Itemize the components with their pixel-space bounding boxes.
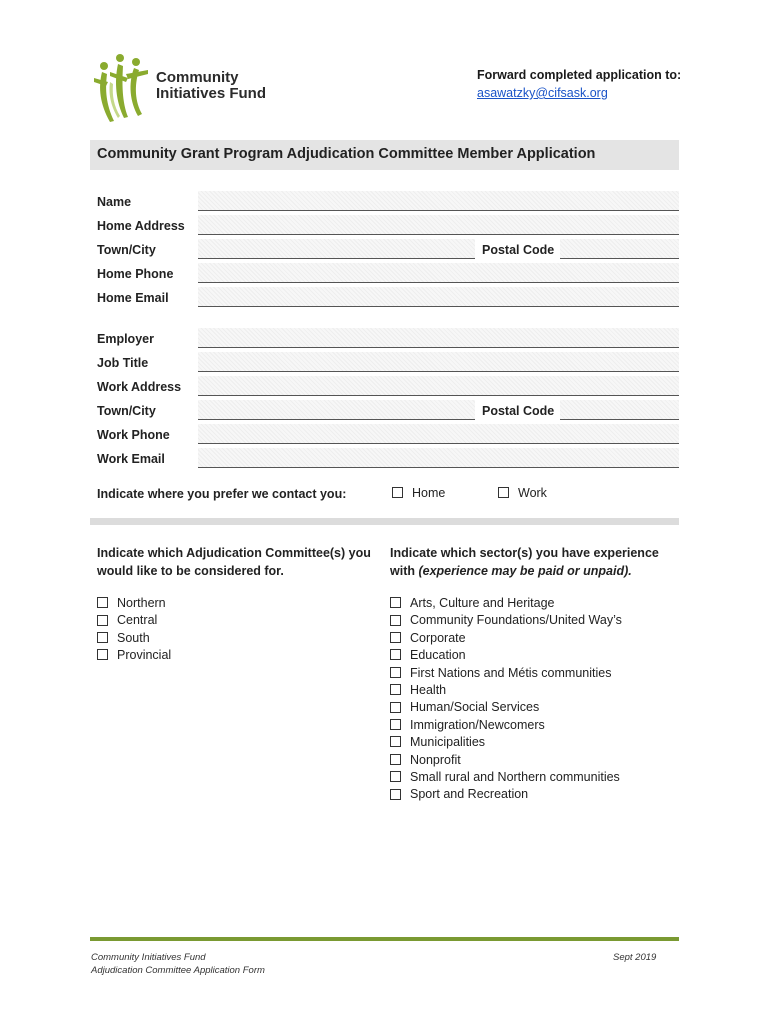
committee-option-label: Northern [117, 596, 166, 610]
home-town-field[interactable] [198, 239, 475, 259]
committee-checkbox[interactable] [97, 615, 108, 626]
sector-checkbox[interactable] [390, 597, 401, 608]
sector-heading-line-1: Indicate which sector(s) you have experience [390, 546, 659, 560]
committee-checkbox[interactable] [97, 597, 108, 608]
sector-option-label: Municipalities [410, 735, 486, 750]
footer-org: Community Initiatives Fund [91, 952, 206, 963]
sector-option[interactable] [390, 682, 622, 699]
sector-option[interactable] [390, 665, 622, 682]
committee-option-label: Provincial [117, 648, 172, 663]
committee-checkbox[interactable] [97, 649, 108, 660]
sector-checkbox[interactable] [390, 615, 401, 626]
contact-prompt: Indicate where you prefer we contact you: [97, 487, 347, 501]
sector-option-label: Human/Social Services [410, 700, 540, 715]
sector-option[interactable] [390, 699, 622, 716]
sector-option[interactable] [390, 786, 622, 803]
work-phone-field[interactable] [198, 424, 679, 444]
logo-figures-icon [92, 52, 154, 124]
title-bar [90, 140, 679, 170]
contact-home-checkbox[interactable] [392, 487, 403, 498]
sector-option-label: Nonprofit [410, 752, 461, 767]
job-title-field[interactable] [198, 352, 679, 372]
work-postal-label: Postal Code [482, 404, 555, 418]
sector-heading-prefix: with [390, 564, 419, 578]
name-label: Name [97, 195, 132, 209]
work-postal-field[interactable] [560, 400, 679, 420]
sector-checkbox[interactable] [390, 702, 401, 713]
sector-option-label: Community Foundations/United Way’s [410, 613, 622, 628]
sector-option-label: Arts, Culture and Heritage [410, 596, 555, 610]
sector-heading-line-2 [390, 562, 659, 580]
footer-date: Sept 2019 [613, 952, 657, 963]
contact-work-label: Work [518, 486, 547, 500]
footer-form-name: Adjudication Committee Application Form [91, 965, 265, 976]
committee-heading-line-2: would like to be considered for. [97, 564, 284, 578]
home-postal-label: Postal Code [482, 243, 555, 257]
sector-options [390, 595, 622, 804]
work-town-label: Town/City [97, 404, 156, 418]
sector-option-label: Small rural and Northern communities [410, 770, 620, 785]
home-address-field[interactable] [198, 215, 679, 235]
work-address-field[interactable] [198, 376, 679, 396]
sector-option-label: Immigration/Newcomers [410, 717, 545, 732]
job-title-label: Job Title [97, 356, 149, 370]
sector-checkbox[interactable] [390, 754, 401, 765]
home-phone-field[interactable] [198, 263, 679, 283]
home-town-label: Town/City [97, 243, 156, 257]
sector-option-label: Health [410, 683, 447, 698]
work-address-label: Work Address [97, 380, 182, 394]
sector-option[interactable] [390, 752, 622, 769]
sector-option-label: First Nations and Métis communities [410, 665, 612, 680]
contact-home-option[interactable] [392, 485, 445, 502]
sector-checkbox[interactable] [390, 771, 401, 782]
work-town-field[interactable] [198, 400, 475, 420]
sector-checkbox[interactable] [390, 719, 401, 730]
page-title: Community Grant Program Adjudication Committee Member Application [97, 146, 596, 162]
logo-line-2: Initiatives Fund [156, 85, 267, 102]
footer-left [91, 951, 265, 977]
sector-option-label: Sport and Recreation [410, 787, 529, 802]
sector-option-label: Corporate [410, 630, 466, 645]
forward-label: Forward completed application to: [477, 68, 682, 82]
sector-option[interactable] [390, 717, 622, 734]
committee-checkbox[interactable] [97, 632, 108, 643]
work-email-field[interactable] [198, 448, 679, 468]
contact-home-label: Home [412, 486, 446, 500]
work-email-label: Work Email [97, 452, 165, 466]
committee-option-label: South [117, 630, 150, 645]
employer-field[interactable] [198, 328, 679, 348]
sector-checkbox[interactable] [390, 667, 401, 678]
committee-option[interactable] [97, 647, 171, 664]
logo-line-1: Community [156, 69, 239, 86]
sector-option[interactable] [390, 630, 622, 647]
committee-option[interactable] [97, 612, 171, 629]
sector-checkbox[interactable] [390, 632, 401, 643]
contact-work-checkbox[interactable] [498, 487, 509, 498]
sector-option[interactable] [390, 647, 622, 664]
sector-checkbox[interactable] [390, 649, 401, 660]
sector-option[interactable] [390, 612, 622, 629]
committee-options [97, 595, 171, 665]
sector-option-label: Education [410, 648, 466, 663]
home-email-label: Home Email [97, 291, 169, 305]
home-postal-field[interactable] [560, 239, 679, 259]
sector-checkbox[interactable] [390, 736, 401, 747]
sector-checkbox[interactable] [390, 684, 401, 695]
section-divider [90, 518, 679, 525]
work-phone-label: Work Phone [97, 428, 170, 442]
home-email-field[interactable] [198, 287, 679, 307]
forward-email-link[interactable]: asawatzky@cifsask.org [477, 86, 608, 100]
home-phone-label: Home Phone [97, 267, 174, 281]
committee-option[interactable] [97, 630, 171, 647]
committee-heading-line-1: Indicate which Adjudication Committee(s) you [97, 546, 371, 560]
contact-work-option[interactable] [498, 485, 547, 502]
committee-option[interactable] [97, 595, 171, 612]
footer-bar [90, 937, 679, 941]
name-field[interactable] [198, 191, 679, 211]
committee-option-label: Central [117, 613, 158, 628]
logo [92, 52, 272, 124]
sector-option[interactable] [390, 734, 622, 751]
sector-option[interactable] [390, 769, 622, 786]
sector-heading-italic: (experience may be paid or unpaid). [418, 564, 632, 578]
employer-label: Employer [97, 332, 154, 346]
sector-heading [390, 544, 659, 580]
home-address-label: Home Address [97, 219, 185, 233]
sector-option[interactable] [390, 595, 622, 612]
committee-heading [97, 544, 371, 580]
sector-checkbox[interactable] [390, 789, 401, 800]
